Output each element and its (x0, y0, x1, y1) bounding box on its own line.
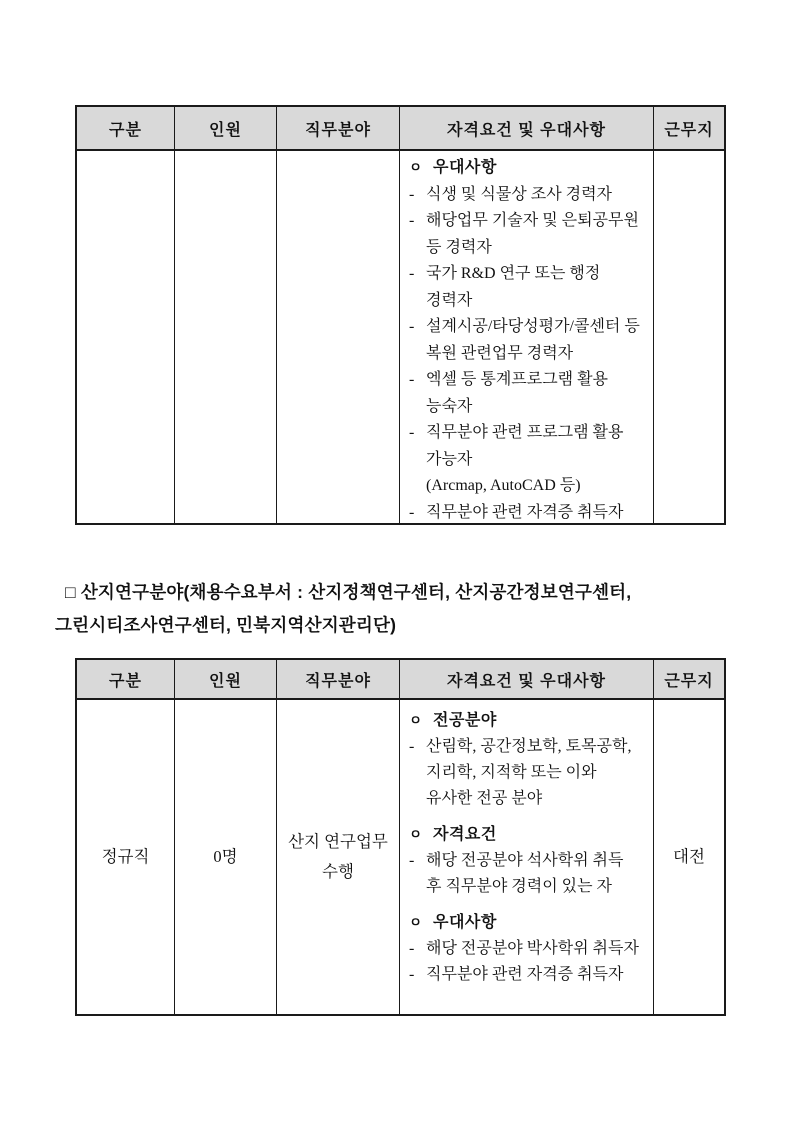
qualification-text: (Arcmap, AutoCAD 등) (426, 477, 581, 494)
cell-headcount (175, 151, 277, 523)
dash-bullet: - (409, 738, 415, 755)
qualification-text: 가능자 (426, 450, 473, 468)
cell-qualifications (400, 700, 654, 1014)
qualification-line (409, 936, 647, 962)
dash-bullet: - (409, 212, 415, 229)
qualification-line (409, 235, 647, 262)
qualification-text: 직무분야 관련 자격증 취득자 (426, 503, 624, 521)
header-cell-qualifications: 자격요건 및 우대사항 (400, 107, 654, 151)
qualification-line (409, 962, 647, 988)
qualification-text: 산림학, 공간정보학, 토목공학, (426, 738, 632, 755)
qualification-line (409, 314, 647, 341)
qualification-line (409, 760, 647, 786)
qualification-text: 식생 및 식물상 조사 경력자 (426, 185, 613, 203)
qualification-line (409, 500, 647, 524)
section-heading-line: □ 산지연구분야(채용수요부서 : 산지정책연구센터, 산지공간정보연구센터, (65, 582, 632, 602)
circle-bullet: ㅇ (409, 713, 423, 728)
section-heading (55, 576, 761, 642)
header-cell-location: 근무지 (654, 107, 724, 151)
qualification-text: 전공분야 (433, 712, 497, 729)
qualification-line (409, 182, 647, 209)
qualification-text: 직무분야 관련 프로그램 활용 (426, 424, 624, 441)
qualification-text: 해당 전공분야 석사학위 취득 (426, 852, 624, 869)
cell-category (77, 151, 175, 523)
qualification-line (409, 786, 647, 812)
circle-bullet: ㅇ (409, 915, 423, 930)
cell-location: 대전 (673, 847, 705, 866)
job-field-line: 산지 연구업무 (288, 832, 388, 851)
dash-bullet: - (409, 318, 415, 335)
header-cell-job-field: 직무분야 (277, 660, 400, 700)
qualification-text: 직무분야 관련 자격증 취득자 (426, 966, 624, 983)
qualification-line (409, 288, 647, 315)
table2-header-row (77, 660, 724, 700)
qualification-gap (409, 900, 647, 910)
qualification-text: 국가 R&D 연구 또는 행정 (426, 265, 601, 282)
qualification-section-title (409, 910, 647, 936)
header-cell-qualifications: 자격요건 및 우대사항 (400, 660, 654, 700)
qualification-text: 유사한 전공 분야 (426, 790, 543, 807)
qualification-line (409, 394, 647, 421)
qualifications-list (400, 700, 653, 988)
qualification-text: 우대사항 (433, 914, 497, 931)
qualification-text: 복원 관련업무 경력자 (426, 344, 574, 362)
header-cell-headcount: 인원 (175, 660, 277, 700)
qualification-text: 지리학, 지적학 또는 이와 (426, 764, 597, 781)
recruitment-table-mountain-research (75, 658, 726, 1016)
cell-qualifications (400, 151, 654, 523)
dash-bullet: - (409, 852, 415, 869)
job-field-line: 수행 (322, 862, 354, 881)
qualification-text: 설계시공/타당성평가/콜센터 등 (426, 318, 640, 335)
qualification-text: 해당업무 기술자 및 은퇴공무원 (426, 212, 639, 229)
dash-bullet: - (409, 503, 415, 521)
qualification-section-title (409, 822, 647, 848)
qualification-text: 자격요건 (433, 826, 497, 843)
qualification-line (409, 848, 647, 874)
recruitment-table-continued (75, 105, 726, 525)
header-cell-headcount: 인원 (175, 107, 277, 151)
cell-headcount: 0명 (175, 700, 277, 1014)
cell-category: 정규직 (77, 700, 175, 1014)
cell-job-field (277, 151, 400, 523)
qualification-text: 엑셀 등 통계프로그램 활용 (426, 371, 609, 388)
header-cell-job-field: 직무분야 (277, 107, 400, 151)
qualification-line (409, 367, 647, 394)
qualification-line (409, 261, 647, 288)
qualification-line (409, 473, 647, 500)
qualification-text: 해당 전공분야 박사학위 취득자 (426, 940, 639, 957)
dash-bullet: - (409, 265, 415, 282)
dash-bullet: - (409, 185, 415, 203)
qualifications-list (400, 151, 653, 523)
dash-bullet: - (409, 966, 415, 983)
qualification-line (409, 734, 647, 760)
cell-location (654, 151, 724, 523)
section-heading-line: 그린시티조사연구센터, 민북지역산지관리단) (55, 615, 397, 635)
table1-data-row (77, 151, 724, 523)
table2-data-row (77, 700, 724, 1014)
qualification-line (409, 420, 647, 447)
header-cell-category: 구분 (77, 660, 175, 700)
header-cell-location: 근무지 (654, 660, 724, 700)
qualification-text: 후 직무분야 경력이 있는 자 (426, 878, 613, 895)
dash-bullet: - (409, 371, 415, 388)
cell-job-field (277, 700, 400, 1014)
dash-bullet: - (409, 424, 415, 441)
qualification-line (409, 874, 647, 900)
table1-header-row (77, 107, 724, 151)
qualification-text: 경력자 (426, 291, 473, 309)
qualification-line (409, 447, 647, 474)
qualification-text: 등 경력자 (426, 238, 492, 256)
qualification-line (409, 208, 647, 235)
circle-bullet: ㅇ (409, 827, 423, 842)
qualification-gap (409, 812, 647, 822)
qualification-text: 우대사항 (433, 159, 497, 176)
qualification-section-title (409, 155, 647, 182)
header-cell-category: 구분 (77, 107, 175, 151)
qualification-text: 능숙자 (426, 397, 473, 415)
dash-bullet: - (409, 940, 415, 957)
qualification-line (409, 341, 647, 368)
circle-bullet: ㅇ (409, 160, 423, 175)
qualification-section-title (409, 708, 647, 734)
